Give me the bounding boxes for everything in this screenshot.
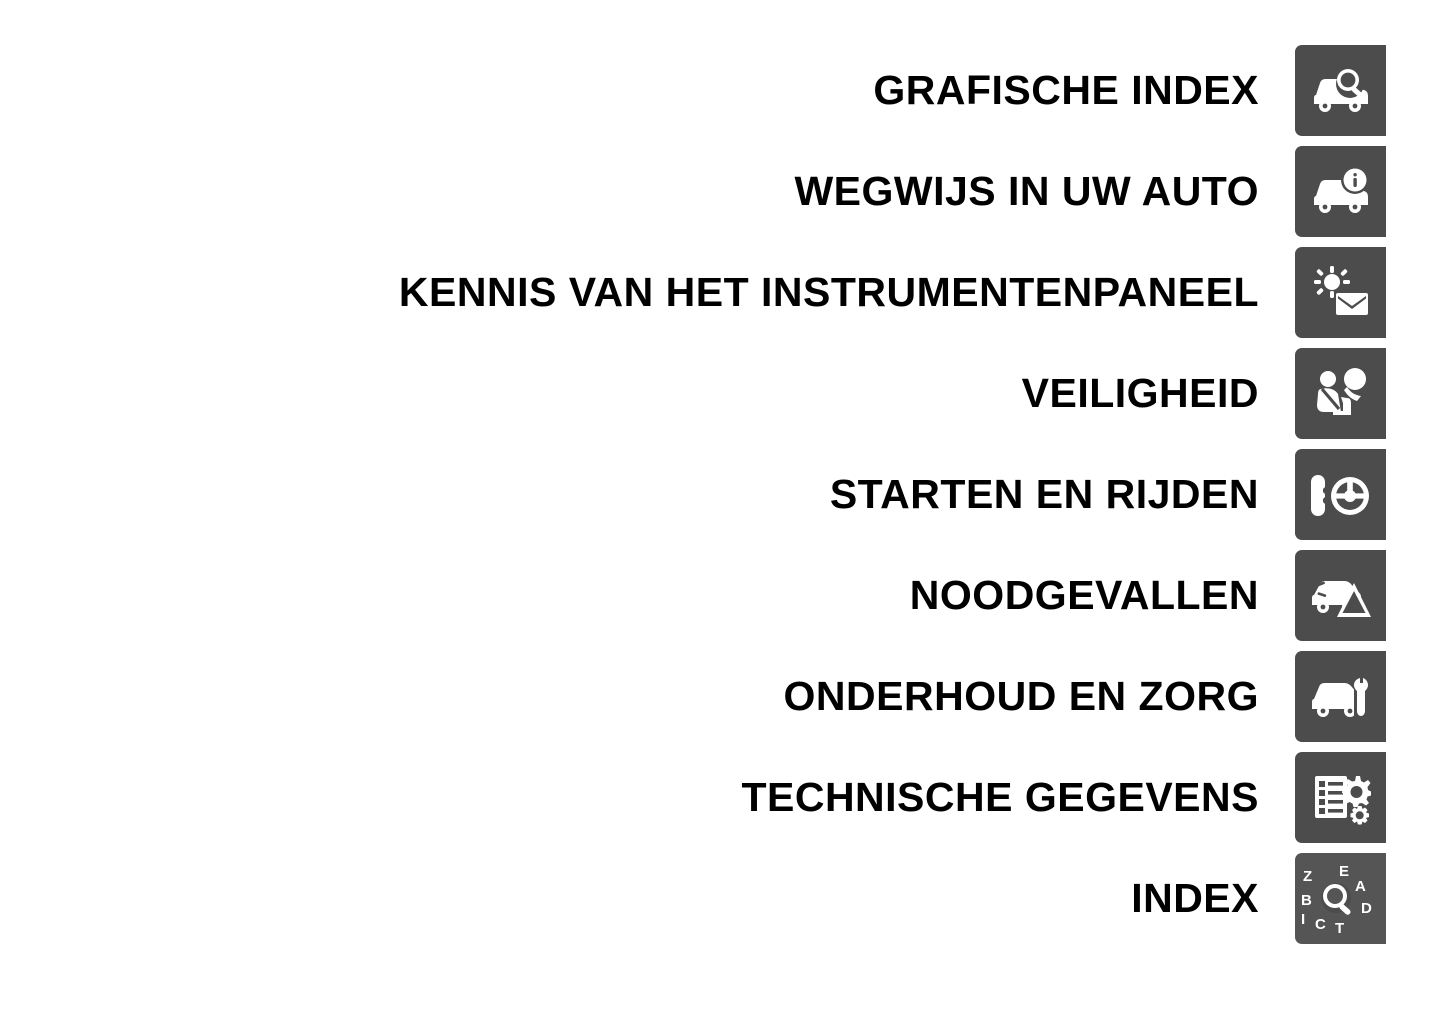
tab-starten-en-rijden[interactable] [1295, 449, 1386, 540]
index-letter-z: Z [1303, 868, 1313, 885]
index-icon-letters [1295, 853, 1386, 944]
tab-index[interactable] [1295, 853, 1386, 944]
tab-kennis-van-het-instrumentenpaneel[interactable] [1295, 247, 1386, 338]
toc-entry-label: TECHNISCHE GEGEVENS [741, 774, 1259, 820]
toc-entry-onderhoud-en-zorg[interactable] [0, 646, 1445, 747]
toc-entry-label: VEILIGHEID [1021, 370, 1259, 416]
table-of-contents [0, 40, 1445, 949]
seatbelt-airbag-icon [1311, 367, 1371, 421]
car-wrench-icon [1310, 671, 1372, 723]
index-letter-d: D [1361, 900, 1372, 917]
toc-entry-technische-gegevens[interactable] [0, 747, 1445, 848]
index-letter-e: E [1339, 863, 1350, 880]
car-magnifier-icon [1310, 65, 1372, 117]
toc-entry-label: NOODGEVALLEN [909, 572, 1259, 618]
index-letter-i: I [1301, 911, 1306, 928]
index-letter-b: B [1301, 892, 1312, 909]
toc-entry-label: STARTEN EN RIJDEN [829, 471, 1259, 517]
breakdown-warning-triangle-icon [1310, 569, 1372, 623]
toc-entry-starten-en-rijden[interactable] [0, 444, 1445, 545]
index-letter-a: A [1355, 878, 1366, 895]
car-info-icon [1310, 166, 1372, 218]
tab-noodgevallen[interactable] [1295, 550, 1386, 641]
tab-onderhoud-en-zorg[interactable] [1295, 651, 1386, 742]
toc-entry-grafische-index[interactable] [0, 40, 1445, 141]
tab-veiligheid[interactable] [1295, 348, 1386, 439]
toc-entry-wegwijs-in-uw-auto[interactable] [0, 141, 1445, 242]
toc-entry-label: INDEX [1131, 875, 1259, 921]
warning-lights-message-icon [1310, 265, 1372, 321]
toc-entry-label: ONDERHOUD EN ZORG [783, 673, 1259, 719]
toc-entry-noodgevallen[interactable] [0, 545, 1445, 646]
tab-grafische-index[interactable] [1295, 45, 1386, 136]
toc-entry-label: GRAFISCHE INDEX [873, 67, 1259, 113]
toc-entry-label: KENNIS VAN HET INSTRUMENTENPANEEL [398, 269, 1259, 315]
toc-entry-veiligheid[interactable] [0, 343, 1445, 444]
toc-entry-kennis-van-het-instrumentenpaneel[interactable] [0, 242, 1445, 343]
tab-technische-gegevens[interactable] [1295, 752, 1386, 843]
toc-entry-label: WEGWIJS IN UW AUTO [794, 168, 1259, 214]
index-letter-t: T [1335, 920, 1345, 937]
alphabetical-index-icon [1301, 860, 1378, 938]
toc-entry-index[interactable] [0, 848, 1445, 949]
document-gears-icon [1311, 770, 1371, 826]
tab-wegwijs-in-uw-auto[interactable] [1295, 146, 1386, 237]
index-letter-c: C [1315, 916, 1326, 933]
steering-wheel-key-icon [1310, 469, 1372, 521]
